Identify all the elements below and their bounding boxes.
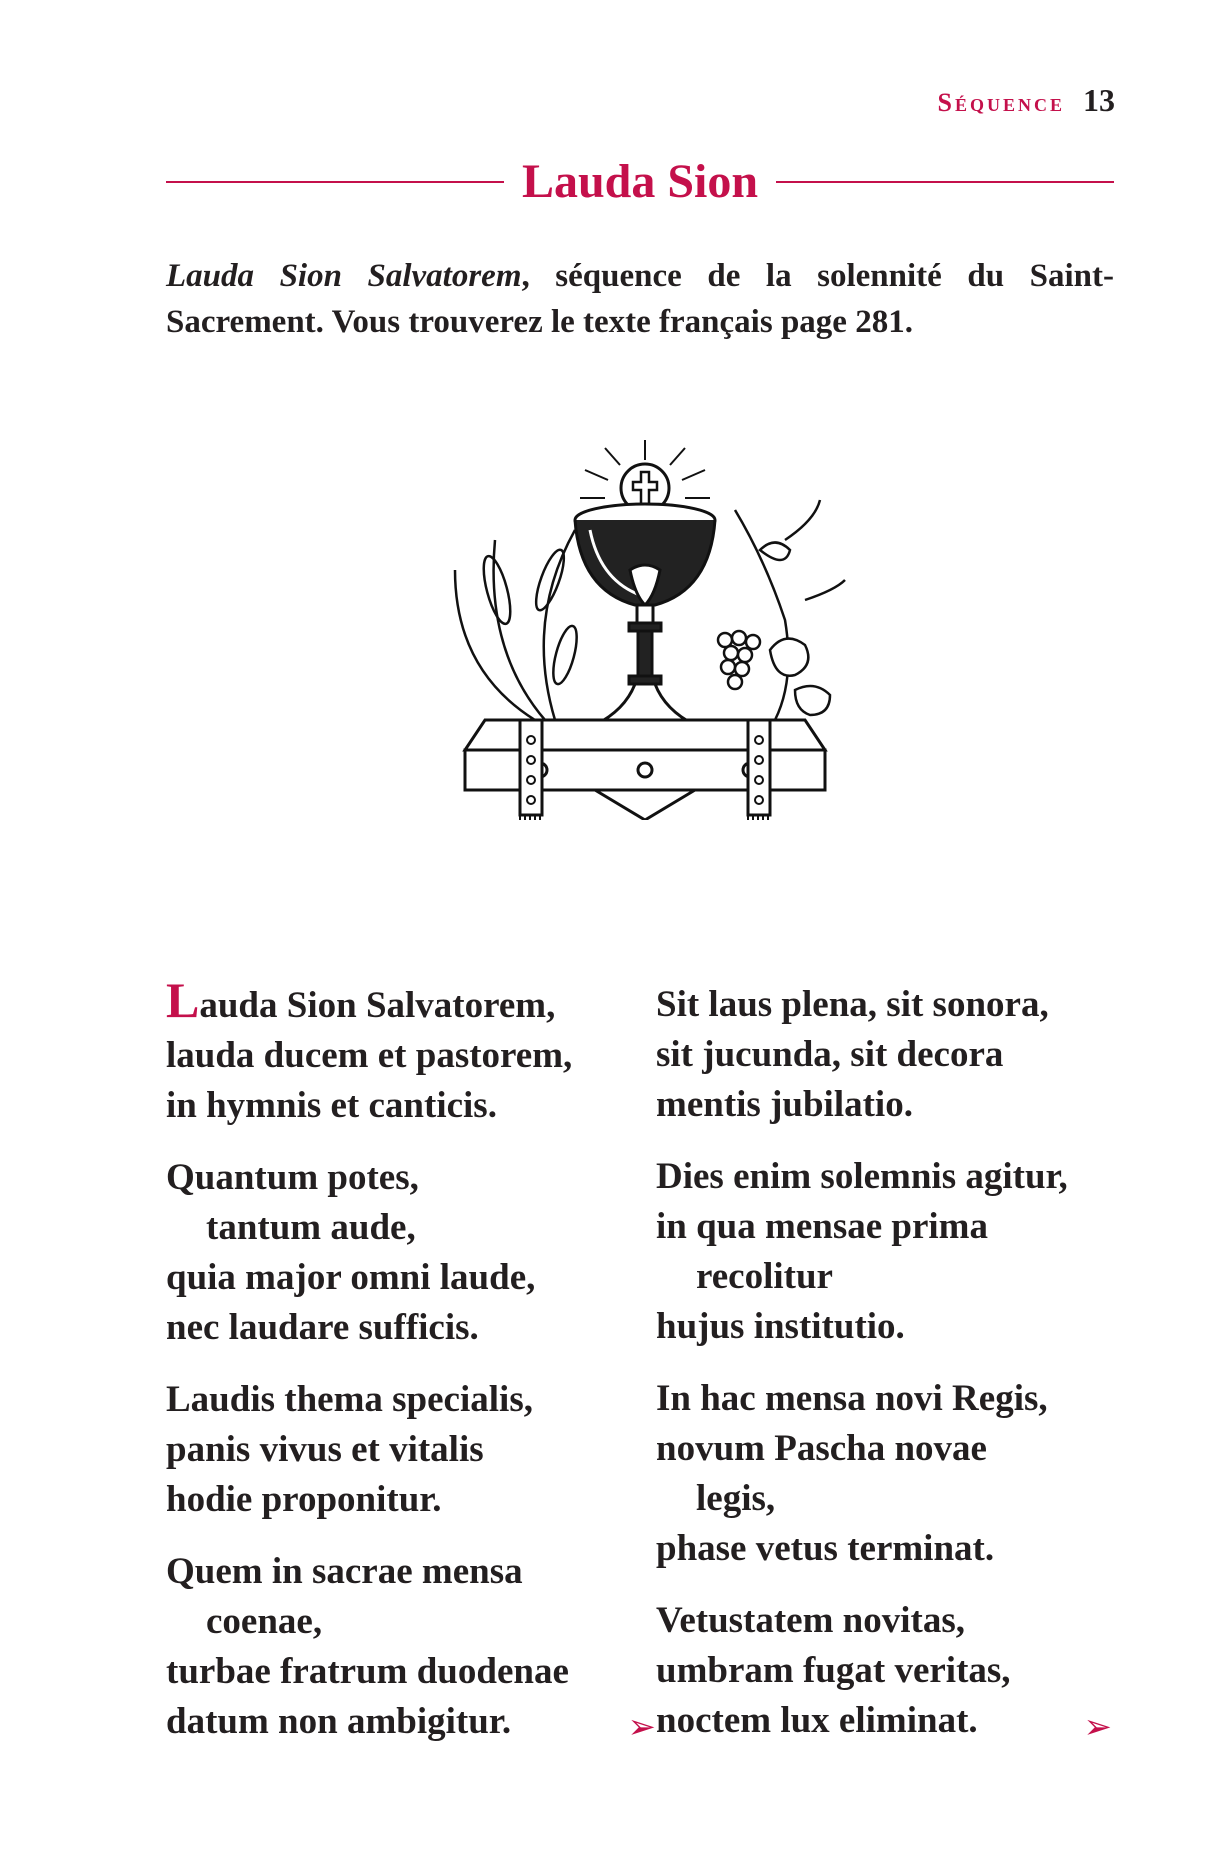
title-rule-right <box>776 181 1114 183</box>
page-number: 13 <box>1083 82 1115 118</box>
continue-arrow-icon: ➢ <box>1083 1709 1112 1746</box>
stanza <box>166 1547 656 1747</box>
verse-line: noctem lux eliminat. <box>656 1700 978 1741</box>
verse-line: hujus institutio. <box>656 1306 905 1347</box>
continue-arrow-icon: ➢ <box>627 1709 656 1746</box>
page-title: Lauda Sion <box>521 155 759 208</box>
stanza <box>166 972 656 1131</box>
intro-paragraph <box>166 253 1114 345</box>
stanza <box>656 1596 1126 1746</box>
left-column <box>166 972 656 1747</box>
drop-cap: L <box>166 972 200 1028</box>
verse-line: turbae fratrum duodenae <box>166 1651 569 1692</box>
verse-line: In hac mensa novi Regis, <box>656 1378 1048 1419</box>
verse-line: Vetustatem novitas, <box>656 1600 966 1641</box>
verse-line: novum Pascha novae <box>656 1428 987 1469</box>
intro-italic: Lauda Sion Salvatorem <box>166 258 522 294</box>
verse-line: Dies enim solemnis agitur, <box>656 1156 1068 1197</box>
stanza <box>166 1375 656 1525</box>
verse-line: panis vivus et vitalis <box>166 1429 484 1470</box>
verse-line: Quem in sacrae mensa <box>166 1551 523 1592</box>
verse-line: lauda ducem et pastorem, <box>166 1035 573 1076</box>
verse-line-indented: coenae, <box>206 1601 323 1642</box>
verse-line: phase vetus terminat. <box>656 1528 995 1569</box>
verse-text: auda Sion Salvatorem, <box>199 985 556 1026</box>
title-rule-left <box>166 181 504 183</box>
verse-line-indented: legis, <box>696 1478 776 1519</box>
verse-line: sit jucunda, sit decora <box>656 1034 1004 1075</box>
verse-line: Quantum potes, <box>166 1157 419 1198</box>
stanza <box>656 980 1126 1130</box>
verse-line-indented: recolitur <box>696 1256 833 1297</box>
right-column <box>656 980 1126 1747</box>
verse-line: hodie proponitur. <box>166 1479 442 1520</box>
verse-line: nec laudare sufficis. <box>166 1307 479 1348</box>
verse-line-indented: tantum aude, <box>206 1207 416 1248</box>
verse-line <box>166 972 656 1031</box>
verse-line: datum non ambigitur. <box>166 1701 512 1742</box>
verse-line: in qua mensae prima <box>656 1206 989 1247</box>
verse-line: Sit laus plena, sit sonora, <box>656 984 1049 1025</box>
chalice-illustration-icon <box>425 420 865 820</box>
verse-line: quia major omni laude, <box>166 1257 536 1298</box>
verse-line: umbram fugat veritas, <box>656 1650 1011 1691</box>
sequence-text-columns <box>166 972 1126 1747</box>
title-row <box>166 155 1114 208</box>
verse-line: Laudis thema specialis, <box>166 1379 533 1420</box>
section-name: Séquence <box>937 88 1065 117</box>
verse-line: mentis jubilatio. <box>656 1084 913 1125</box>
stanza <box>656 1374 1126 1574</box>
verse-line: in hymnis et canticis. <box>166 1085 497 1126</box>
intro-text: , séquence de la solennité du Saint-Sacrement. Vous trouverez le texte français page 281. <box>166 258 1114 340</box>
stanza <box>166 1153 656 1353</box>
running-head <box>938 82 1115 119</box>
stanza <box>656 1152 1126 1352</box>
